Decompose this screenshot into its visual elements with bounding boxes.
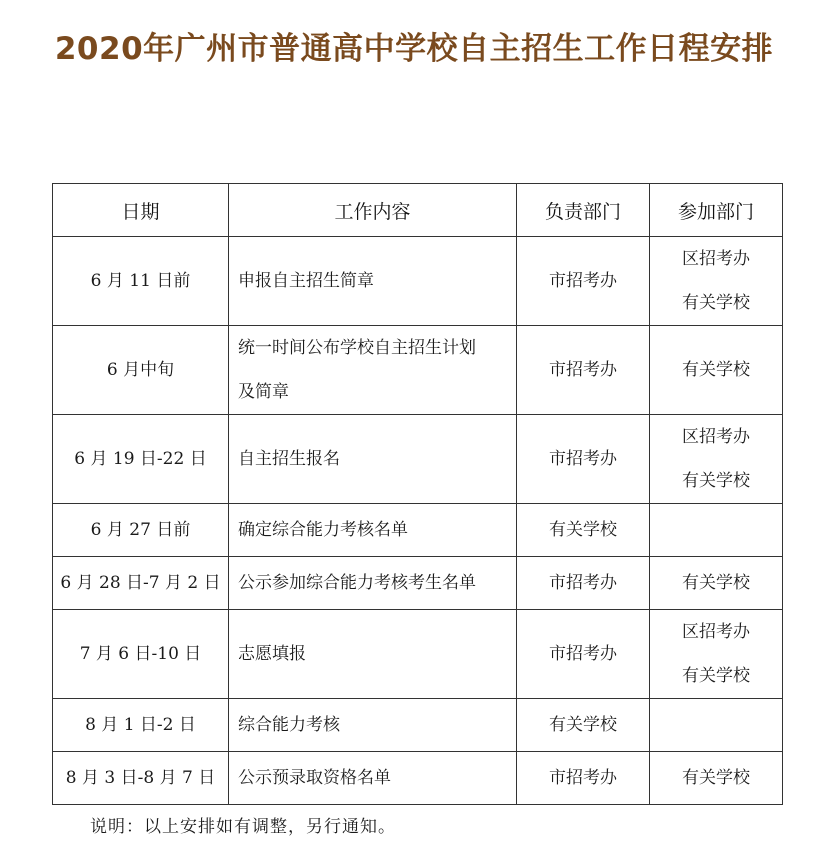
cell-date: 8 月 3 日-8 月 7 日: [53, 752, 229, 805]
cell-lead-dept: 市招考办: [517, 610, 650, 699]
cell-participant-dept: [650, 326, 783, 415]
cell-date: 6 月 11 日前: [53, 237, 229, 326]
cell-task: [229, 557, 517, 610]
cell-task: [229, 752, 517, 805]
table-row: [53, 699, 783, 752]
participant-line: 区招考办: [682, 622, 750, 642]
header-date: 日期: [53, 184, 229, 237]
cell-lead-dept: 市招考办: [517, 415, 650, 504]
cell-task: [229, 610, 517, 699]
participant-line: 区招考办: [682, 249, 750, 269]
participant-line: 有关学校: [682, 471, 750, 491]
participant-line: 有关学校: [682, 768, 750, 788]
task-line: 申报自主招生简章: [238, 271, 374, 291]
cell-participant-dept: [650, 504, 783, 557]
cell-date: 6 月 19 日-22 日: [53, 415, 229, 504]
header-lead-dept: 负责部门: [517, 184, 650, 237]
cell-task: [229, 415, 517, 504]
cell-date: 6 月 28 日-7 月 2 日: [53, 557, 229, 610]
cell-lead-dept: 市招考办: [517, 326, 650, 415]
cell-lead-dept: 市招考办: [517, 557, 650, 610]
task-line: 统一时间公布学校自主招生计划: [238, 338, 476, 358]
table-row: [53, 610, 783, 699]
participant-line: 区招考办: [682, 427, 750, 447]
table-row: [53, 504, 783, 557]
participant-line: 有关学校: [682, 666, 750, 686]
task-line: 确定综合能力考核名单: [238, 520, 408, 540]
task-line: 综合能力考核: [238, 715, 340, 735]
cell-task: [229, 504, 517, 557]
table-row: [53, 326, 783, 415]
cell-participant-dept: [650, 237, 783, 326]
cell-participant-dept: [650, 752, 783, 805]
cell-date: 7 月 6 日-10 日: [53, 610, 229, 699]
header-task: 工作内容: [229, 184, 517, 237]
cell-lead-dept: 有关学校: [517, 699, 650, 752]
cell-participant-dept: [650, 610, 783, 699]
task-line: 志愿填报: [238, 644, 306, 664]
cell-participant-dept: [650, 699, 783, 752]
participant-line: 有关学校: [682, 360, 750, 380]
cell-task: [229, 326, 517, 415]
header-participant-dept: 参加部门: [650, 184, 783, 237]
cell-task: [229, 699, 517, 752]
footnote: 说明：以上安排如有调整，另行通知。: [90, 817, 396, 837]
page-title: 2020年广州市普通高中学校自主招生工作日程安排: [54, 31, 774, 67]
table-row: [53, 415, 783, 504]
cell-date: 8 月 1 日-2 日: [53, 699, 229, 752]
table-body: [53, 237, 783, 805]
task-line: 公示参加综合能力考核考生名单: [238, 573, 476, 593]
table-row: [53, 752, 783, 805]
task-line: 公示预录取资格名单: [238, 768, 391, 788]
task-line: 及简章: [238, 382, 289, 402]
cell-lead-dept: 有关学校: [517, 504, 650, 557]
participant-line: 有关学校: [682, 573, 750, 593]
cell-date: 6 月中旬: [53, 326, 229, 415]
table-row: [53, 237, 783, 326]
task-line: 自主招生报名: [238, 449, 340, 469]
cell-task: [229, 237, 517, 326]
cell-lead-dept: 市招考办: [517, 752, 650, 805]
cell-participant-dept: [650, 415, 783, 504]
cell-lead-dept: 市招考办: [517, 237, 650, 326]
schedule-table: [52, 183, 783, 805]
cell-date: 6 月 27 日前: [53, 504, 229, 557]
table-row: [53, 557, 783, 610]
table-header-row: [53, 184, 783, 237]
cell-participant-dept: [650, 557, 783, 610]
participant-line: 有关学校: [682, 293, 750, 313]
